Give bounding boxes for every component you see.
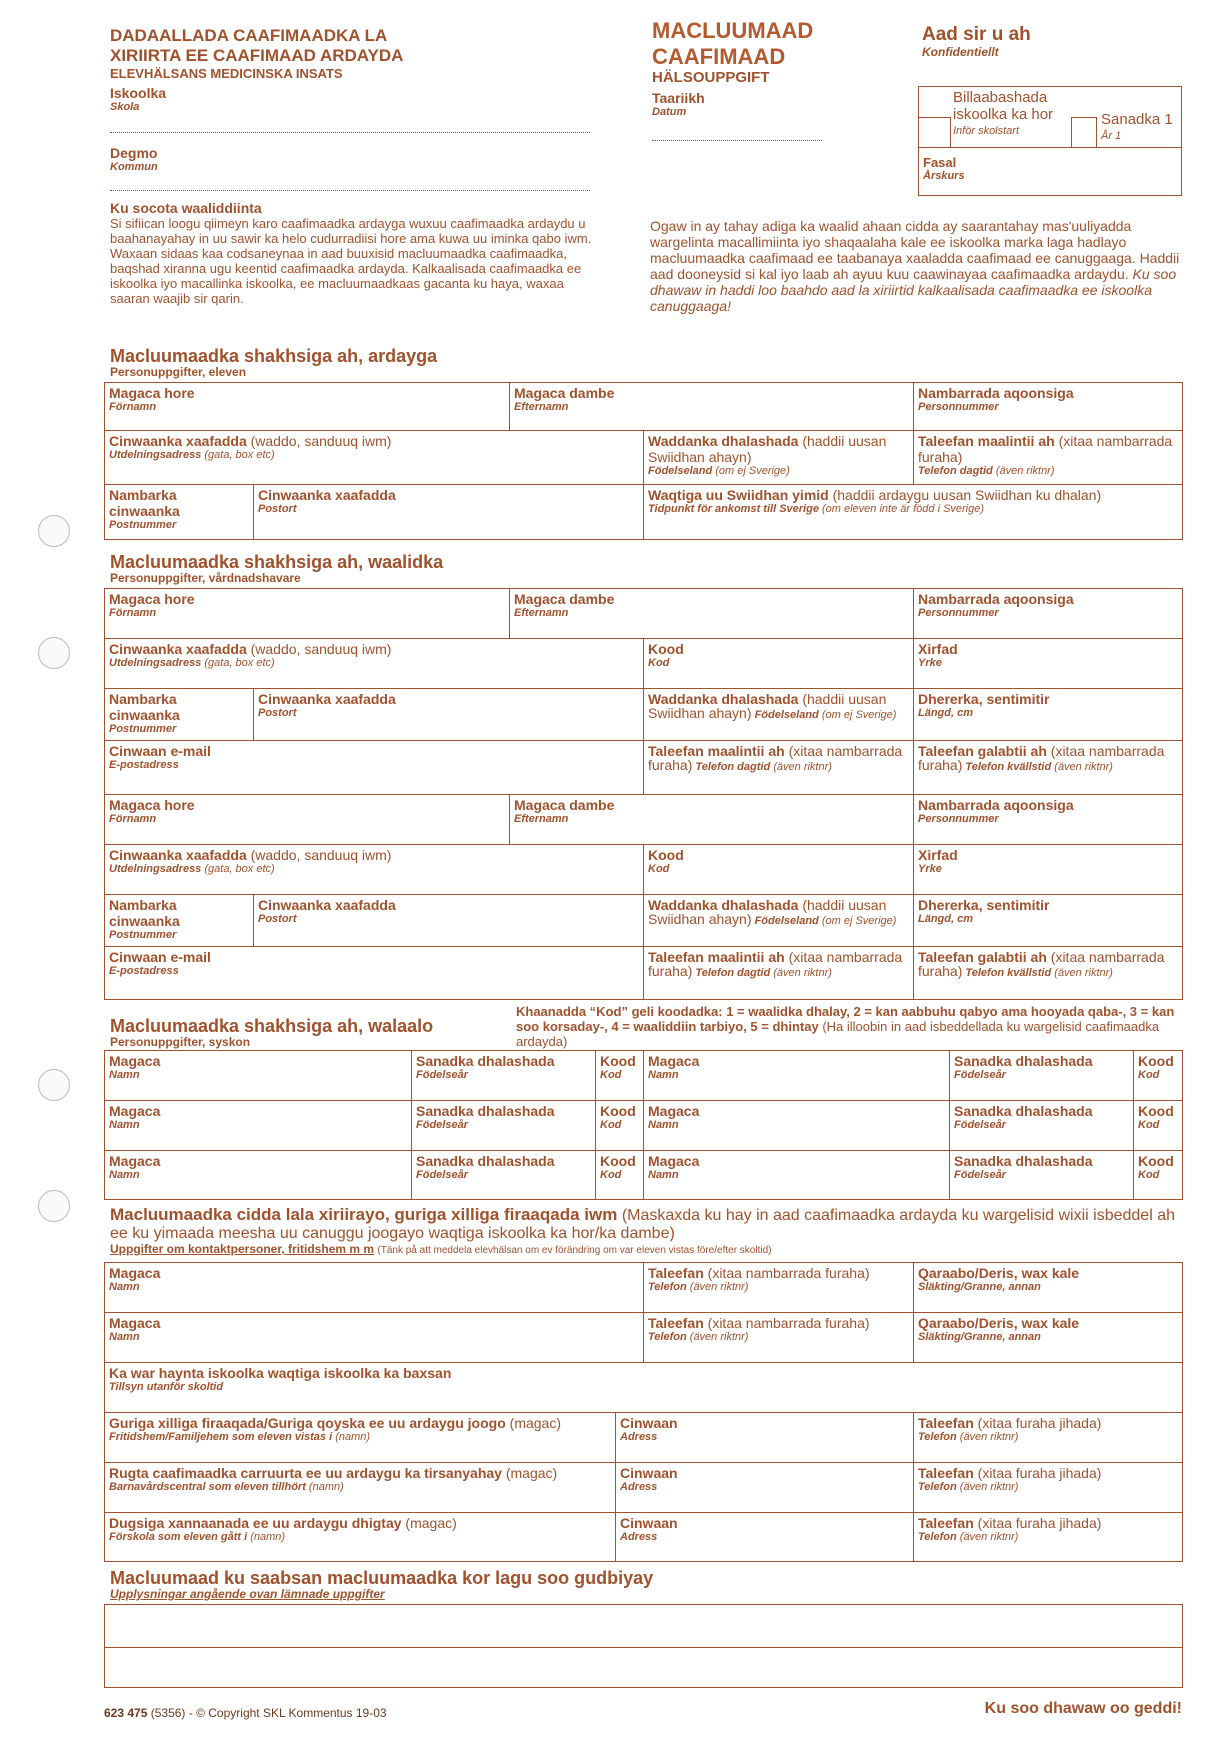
school-stage-box xyxy=(918,86,1182,196)
guardian1-address-field[interactable]: Cinwaanka xaafadda (waddo, sanduuq iwm) Utdelningsadress (gata, box etc) xyxy=(109,641,392,669)
date-label: Taariikh xyxy=(652,90,705,106)
before-school-label: Billaabashada iskoolka ka hor Inför skolstart xyxy=(953,89,1054,137)
sibling-name-field[interactable]: Magaca Namn xyxy=(109,1153,161,1181)
header-left xyxy=(110,26,403,114)
intro-heading: Ku socota waaliddiinta xyxy=(110,200,262,216)
sibling-row xyxy=(104,1150,1183,1200)
guardian1-city-field[interactable]: Cinwaanka xaafadda Postort xyxy=(253,689,643,740)
student-last-name-field[interactable]: Magaca dambe Efternamn xyxy=(509,383,913,430)
contact-relation-field[interactable]: Qaraabo/Deris, wax kale Släkting/Granne, annan xyxy=(913,1263,1182,1312)
preschool-name-field[interactable]: Dugsiga xannaanada ee uu ardaygu dhigtay (magac) Förskola som eleven gått i (namn) xyxy=(109,1515,457,1543)
student-day-phone-field[interactable]: Taleefan maalintii ah (xitaa nambarrada furaha) Telefon dagtid (även riktnr) xyxy=(913,431,1182,484)
guardian-title: Macluumaadka shakhsiga ah, waalidka xyxy=(110,552,444,572)
date-label-sv: Datum xyxy=(652,106,687,118)
siblings-code-note: Khaanadda “Kod” geli koodadka: 1 = waalidka dhalay, 2 = kan aabbuhu qabyo ama hooyada qaba-, 3 = kan soo korsaday-, 4 = waaliddiin tarbiyo, 5 = dhintay (Ha illoobin in aad isbeddellada ku wargelisid caafimaadka ardayda) xyxy=(516,1004,1175,1049)
sibling-name-field[interactable]: Magaca Namn xyxy=(109,1103,161,1131)
sibling-code-field[interactable]: Kood Kod xyxy=(1133,1101,1182,1150)
guardian2-city-field[interactable]: Cinwaanka xaafadda Postort xyxy=(253,895,643,946)
student-row-1 xyxy=(104,382,1183,430)
sibling-row xyxy=(104,1100,1183,1150)
intro-right-text: Ogaw in ay tahay adiga ka waalid ahaan cidda ay saarantahay mas'uuliyadda wargelinta macallimiinta iyo shaqaalaha kale ee iskoolka marka laga hadlayo macluumaadka caafimaad ee taabanaya xaaladda caafimaad ee canuggaaga. Haddii aad dooneysid si kal iyo laab ah ayuu kuu caawinayaa caafimaadka ardaydu. xyxy=(650,218,1180,282)
intro-text: Si sifiican loogu qiimeyn karo caafimaadka ardayga wuxuu caafimaadka ardaydu u baahanayahay in uu sawir ka helo cudurradiisi hore ama kuwa uu iminka qabo iwm. Waxaan sidaas kaa codsaneynaa in aad buuxisid macluumaadka caafimaadka, baqshad xiranna ugu keentid caafimaadka ardayda. Kalkaalisada caafimaadka ee iskoolka iyo macallinka iskoolka, ee macluumaadkaas gacanta ku haya, waxaa saaran waajib sir qarin. xyxy=(110,216,592,306)
fritids-name-field[interactable]: Guriga xilliga firaaqada/Guriga qoyska ee uu ardaygu joogo (magac) Fritidshem/Familjehem som eleven vistas i (namn) xyxy=(109,1415,562,1443)
supervision-field[interactable]: Ka war haynta iskoolka waqtiga iskoolka ka baxsan Tillsyn utanför skoltid xyxy=(109,1365,452,1393)
sibling-birth-year-field[interactable]: Sanadka dhalashada Födelseår xyxy=(411,1051,595,1100)
bvc-address-field[interactable]: Cinwaan Adress xyxy=(615,1463,913,1512)
guardian2-row-4 xyxy=(104,946,1183,1000)
student-id-field[interactable]: Nambarrada aqoonsiga Personnummer xyxy=(913,383,1182,430)
guardian2-id-field[interactable]: Nambarrada aqoonsiga Personnummer xyxy=(913,795,1182,844)
siblings-title: Macluumaadka shakhsiga ah, walaalo xyxy=(110,1016,434,1036)
school-label-sv: Skola xyxy=(110,101,140,113)
guardian2-birth-country-field[interactable]: Waddanka dhalashada (haddii uusan Swiidhan ahayn) Födelseland (om ej Sverige) xyxy=(643,895,913,946)
intro-right xyxy=(650,218,1190,314)
contact-relation-field[interactable]: Qaraabo/Deris, wax kale Släkting/Granne, annan xyxy=(913,1313,1182,1362)
guardian2-row-3 xyxy=(104,894,1183,946)
header-center xyxy=(652,18,813,119)
guardian1-height-field[interactable]: Dhererka, sentimitir Längd, cm xyxy=(913,689,1182,740)
student-address-field[interactable]: Cinwaanka xaafadda (waddo, sanduuq iwm) Utdelningsadress (gata, box etc) xyxy=(109,433,392,461)
contacts-section-heading xyxy=(110,1206,1185,1257)
guardian2-eve-phone-field[interactable]: Taleefan galabtii ah (xitaa nambarrada furaha) Telefon kvällstid (även riktnr) xyxy=(913,947,1182,999)
student-row-3 xyxy=(104,484,1183,540)
confidential-label-sv: Konfidentiellt xyxy=(922,45,999,59)
center-title: MACLUUMAAD xyxy=(652,18,814,43)
guardian1-occupation-field[interactable]: Xirfad Yrke xyxy=(913,639,1182,688)
contact-phone-field[interactable]: Taleefan (xitaa nambarrada furaha) Telefon (även riktnr) xyxy=(643,1263,913,1312)
municipality-label-sv: Kommun xyxy=(110,161,158,173)
guardian2-address-field[interactable]: Cinwaanka xaafadda (waddo, sanduuq iwm) Utdelningsadress (gata, box etc) xyxy=(109,847,392,875)
contacts-title-note: (Maskaxda ku hay in aad caafimaadka ardayda ku wargelisid wixii isbeddel ah ee ku yimaada meesha uu canuggu joogayo waqtiga iskoolka ka hor/ka dambe) xyxy=(110,1207,1175,1242)
contacts-subtitle-note: (Tänk på att meddela elevhälsan om ev förändring om var eleven vistas före/efter skoltid) xyxy=(377,1245,772,1256)
year1-checkbox[interactable] xyxy=(1071,117,1097,147)
sibling-code-field[interactable]: Kood Kod xyxy=(1133,1051,1182,1100)
municipality-field[interactable] xyxy=(110,190,590,191)
grade-label[interactable]: Fasal Årskurs xyxy=(923,155,965,182)
guardian2-first-name-field[interactable]: Magaca hore Förnamn xyxy=(109,797,195,825)
guardian1-row-4 xyxy=(104,740,1183,794)
contact-name-field[interactable]: Magaca Namn xyxy=(109,1265,161,1293)
guardian1-id-field[interactable]: Nambarrada aqoonsiga Personnummer xyxy=(913,589,1182,638)
punch-hole xyxy=(38,637,70,669)
center-title-2: CAAFIMAAD xyxy=(652,44,786,69)
box-divider xyxy=(919,147,1181,148)
student-first-name-field[interactable]: Magaca hore Förnamn xyxy=(109,385,195,413)
sibling-birth-year-field[interactable]: Sanadka dhalashada Födelseår xyxy=(949,1101,1133,1150)
student-postcode-field[interactable]: Nambarka cinwaanka Postnummer xyxy=(109,487,180,531)
fritids-row xyxy=(104,1412,1183,1462)
contact-row xyxy=(104,1312,1183,1362)
student-section-heading xyxy=(110,346,437,379)
preschool-phone-field[interactable]: Taleefan (xitaa furaha jihada) Telefon (även riktnr) xyxy=(913,1513,1182,1561)
guardian1-row-3 xyxy=(104,688,1183,740)
punch-hole xyxy=(38,1190,70,1222)
form-title-2: XIRIIRTA EE CAAFIMAAD ARDAYDA xyxy=(110,46,404,65)
sibling-name-field[interactable]: Magaca Namn xyxy=(109,1053,161,1081)
guardian2-row-2 xyxy=(104,844,1183,894)
sibling-code-field[interactable]: Kood Kod xyxy=(595,1051,643,1100)
fritids-phone-field[interactable]: Taleefan (xitaa furaha jihada) Telefon (även riktnr) xyxy=(913,1413,1182,1462)
guardian2-last-name-field[interactable]: Magaca dambe Efternamn xyxy=(509,795,913,844)
sibling-row xyxy=(104,1050,1183,1100)
bvc-name-field[interactable]: Rugta caafimaadka carruurta ee uu ardaygu ka tirsanyahay (magac) Barnavårdscentral som eleven tillhört (namn) xyxy=(109,1465,558,1493)
bvc-row xyxy=(104,1462,1183,1512)
guardian1-last-name-field[interactable]: Magaca dambe Efternamn xyxy=(509,589,913,638)
before-school-checkbox[interactable] xyxy=(919,117,951,147)
header-right xyxy=(922,24,1031,59)
fritids-address-field[interactable]: Cinwaan Adress xyxy=(615,1413,913,1462)
guardian2-height-field[interactable]: Dhererka, sentimitir Längd, cm xyxy=(913,895,1182,946)
student-arrival-field[interactable]: Waqtiga uu Swiidhan yimid (haddii ardaygu uusan Swiidhan ku dhalan) Tidpunkt för ankomst till Sverige (om eleven inte är född i Sverige) xyxy=(643,485,1182,539)
municipality-label: Degmo xyxy=(110,145,158,161)
student-birth-country-field[interactable]: Waddanka dhalashada (haddii uusan Swiidhan ahayn) Födelseland (om ej Sverige) xyxy=(643,431,913,484)
guardian2-row-1 xyxy=(104,794,1183,844)
form-title-sv: ELEVHÄLSANS MEDICINSKA INSATS xyxy=(110,66,343,81)
guardian1-code-field[interactable]: Kood Kod xyxy=(643,639,913,688)
municipality-block xyxy=(110,145,158,174)
notes-section-heading xyxy=(110,1568,653,1601)
contact-phone-field[interactable]: Taleefan (xitaa nambarrada furaha) Telefon (även riktnr) xyxy=(643,1313,913,1362)
contact-name-field[interactable]: Magaca Namn xyxy=(109,1315,161,1343)
student-subtitle: Personuppgifter, eleven xyxy=(110,365,247,379)
guardian-section-heading xyxy=(110,552,443,585)
preschool-row xyxy=(104,1512,1183,1562)
sibling-code-field[interactable]: Kood Kod xyxy=(1133,1151,1182,1199)
guardian1-row-1 xyxy=(104,588,1183,638)
contact-row xyxy=(104,1262,1183,1312)
guardian1-postcode-field[interactable]: Nambarka cinwaanka Postnummer xyxy=(109,691,180,735)
footer-code: 623 475 (5356) - © Copyright SKL Kommentus 19-03 xyxy=(104,1706,387,1720)
siblings-subtitle: Personuppgifter, syskon xyxy=(110,1035,251,1049)
notes-textarea[interactable] xyxy=(104,1604,1183,1688)
guardian-subtitle: Personuppgifter, vårdnadshavare xyxy=(110,571,301,585)
guardian1-first-name-field[interactable]: Magaca hore Förnamn xyxy=(109,591,195,619)
punch-hole xyxy=(38,515,70,547)
year1-label: Sanadka 1 År 1 xyxy=(1101,111,1173,142)
intro-right-italic: Ku soo dhawaw in haddi loo baahdo aad la xiriirtid kalkaalisada caafimaadka ee iskoolka canuggaaga! xyxy=(650,266,1177,314)
supervision-row[interactable] xyxy=(104,1362,1183,1412)
intro-left xyxy=(110,200,600,306)
contacts-subtitle: Uppgifter om kontaktpersoner, fritidshem m m xyxy=(110,1242,375,1256)
guardian1-eve-phone-field[interactable]: Taleefan galabtii ah (xitaa nambarrada furaha) Telefon kvällstid (även riktnr) xyxy=(913,741,1182,794)
contacts-title: Macluumaadka cidda lala xiriirayo, guriga xilliga firaaqada iwm xyxy=(110,1205,618,1224)
date-field[interactable] xyxy=(652,140,822,141)
guardian1-email-field[interactable]: Cinwaan e-mail E-postadress xyxy=(109,743,211,771)
preschool-address-field[interactable]: Cinwaan Adress xyxy=(615,1513,913,1561)
guardian2-postcode-field[interactable]: Nambarka cinwaanka Postnummer xyxy=(109,897,180,941)
notes-title: Macluumaad ku saabsan macluumaadka kor lagu soo gudbiyay xyxy=(110,1568,654,1588)
guardian2-email-field[interactable]: Cinwaan e-mail E-postadress xyxy=(109,949,211,977)
siblings-section-heading xyxy=(110,1016,433,1049)
sibling-code-field[interactable]: Kood Kod xyxy=(595,1101,643,1150)
guardian2-day-phone-field[interactable]: Taleefan maalintii ah (xitaa nambarrada furaha) Telefon dagtid (även riktnr) xyxy=(643,947,913,999)
guardian1-birth-country-field[interactable]: Waddanka dhalashada (haddii uusan Swiidhan ahayn) Födelseland (om ej Sverige) xyxy=(643,689,913,740)
form-title: DADAALLADA CAAFIMAADKA LA xyxy=(110,26,388,45)
center-title-sv: HÄLSOUPPGIFT xyxy=(652,69,770,86)
guardian1-day-phone-field[interactable]: Taleefan maalintii ah (xitaa nambarrada furaha) Telefon dagtid (även riktnr) xyxy=(643,741,913,794)
student-row-2 xyxy=(104,430,1183,484)
school-label: Iskoolka xyxy=(110,85,167,101)
sibling-name-field[interactable]: Magaca Namn xyxy=(643,1151,949,1199)
guardian2-code-field[interactable]: Kood Kod xyxy=(643,845,913,894)
notes-subtitle: Upplysningar angående ovan lämnade uppgifter xyxy=(110,1587,385,1601)
student-title: Macluumaadka shakhsiga ah, ardayga xyxy=(110,346,438,366)
punch-hole xyxy=(38,1069,70,1101)
student-city-field[interactable]: Cinwaanka xaafadda Postort xyxy=(253,485,643,539)
sibling-birth-year-field[interactable]: Sanadka dhalashada Födelseår xyxy=(949,1151,1133,1199)
school-field[interactable] xyxy=(110,132,590,133)
guardian2-occupation-field[interactable]: Xirfad Yrke xyxy=(913,845,1182,894)
guardian1-row-2 xyxy=(104,638,1183,688)
sibling-name-field[interactable]: Magaca Namn xyxy=(643,1051,949,1100)
footer-welcome: Ku soo dhawaw oo geddi! xyxy=(984,1700,1182,1717)
sibling-birth-year-field[interactable]: Sanadka dhalashada Födelseår xyxy=(949,1051,1133,1100)
bvc-phone-field[interactable]: Taleefan (xitaa furaha jihada) Telefon (även riktnr) xyxy=(913,1463,1182,1512)
confidential-label: Aad sir u ah xyxy=(922,24,1031,45)
sibling-birth-year-field[interactable]: Sanadka dhalashada Födelseår xyxy=(411,1151,595,1199)
sibling-name-field[interactable]: Magaca Namn xyxy=(643,1101,949,1150)
sibling-birth-year-field[interactable]: Sanadka dhalashada Födelseår xyxy=(411,1101,595,1150)
sibling-code-field[interactable]: Kood Kod xyxy=(595,1151,643,1199)
